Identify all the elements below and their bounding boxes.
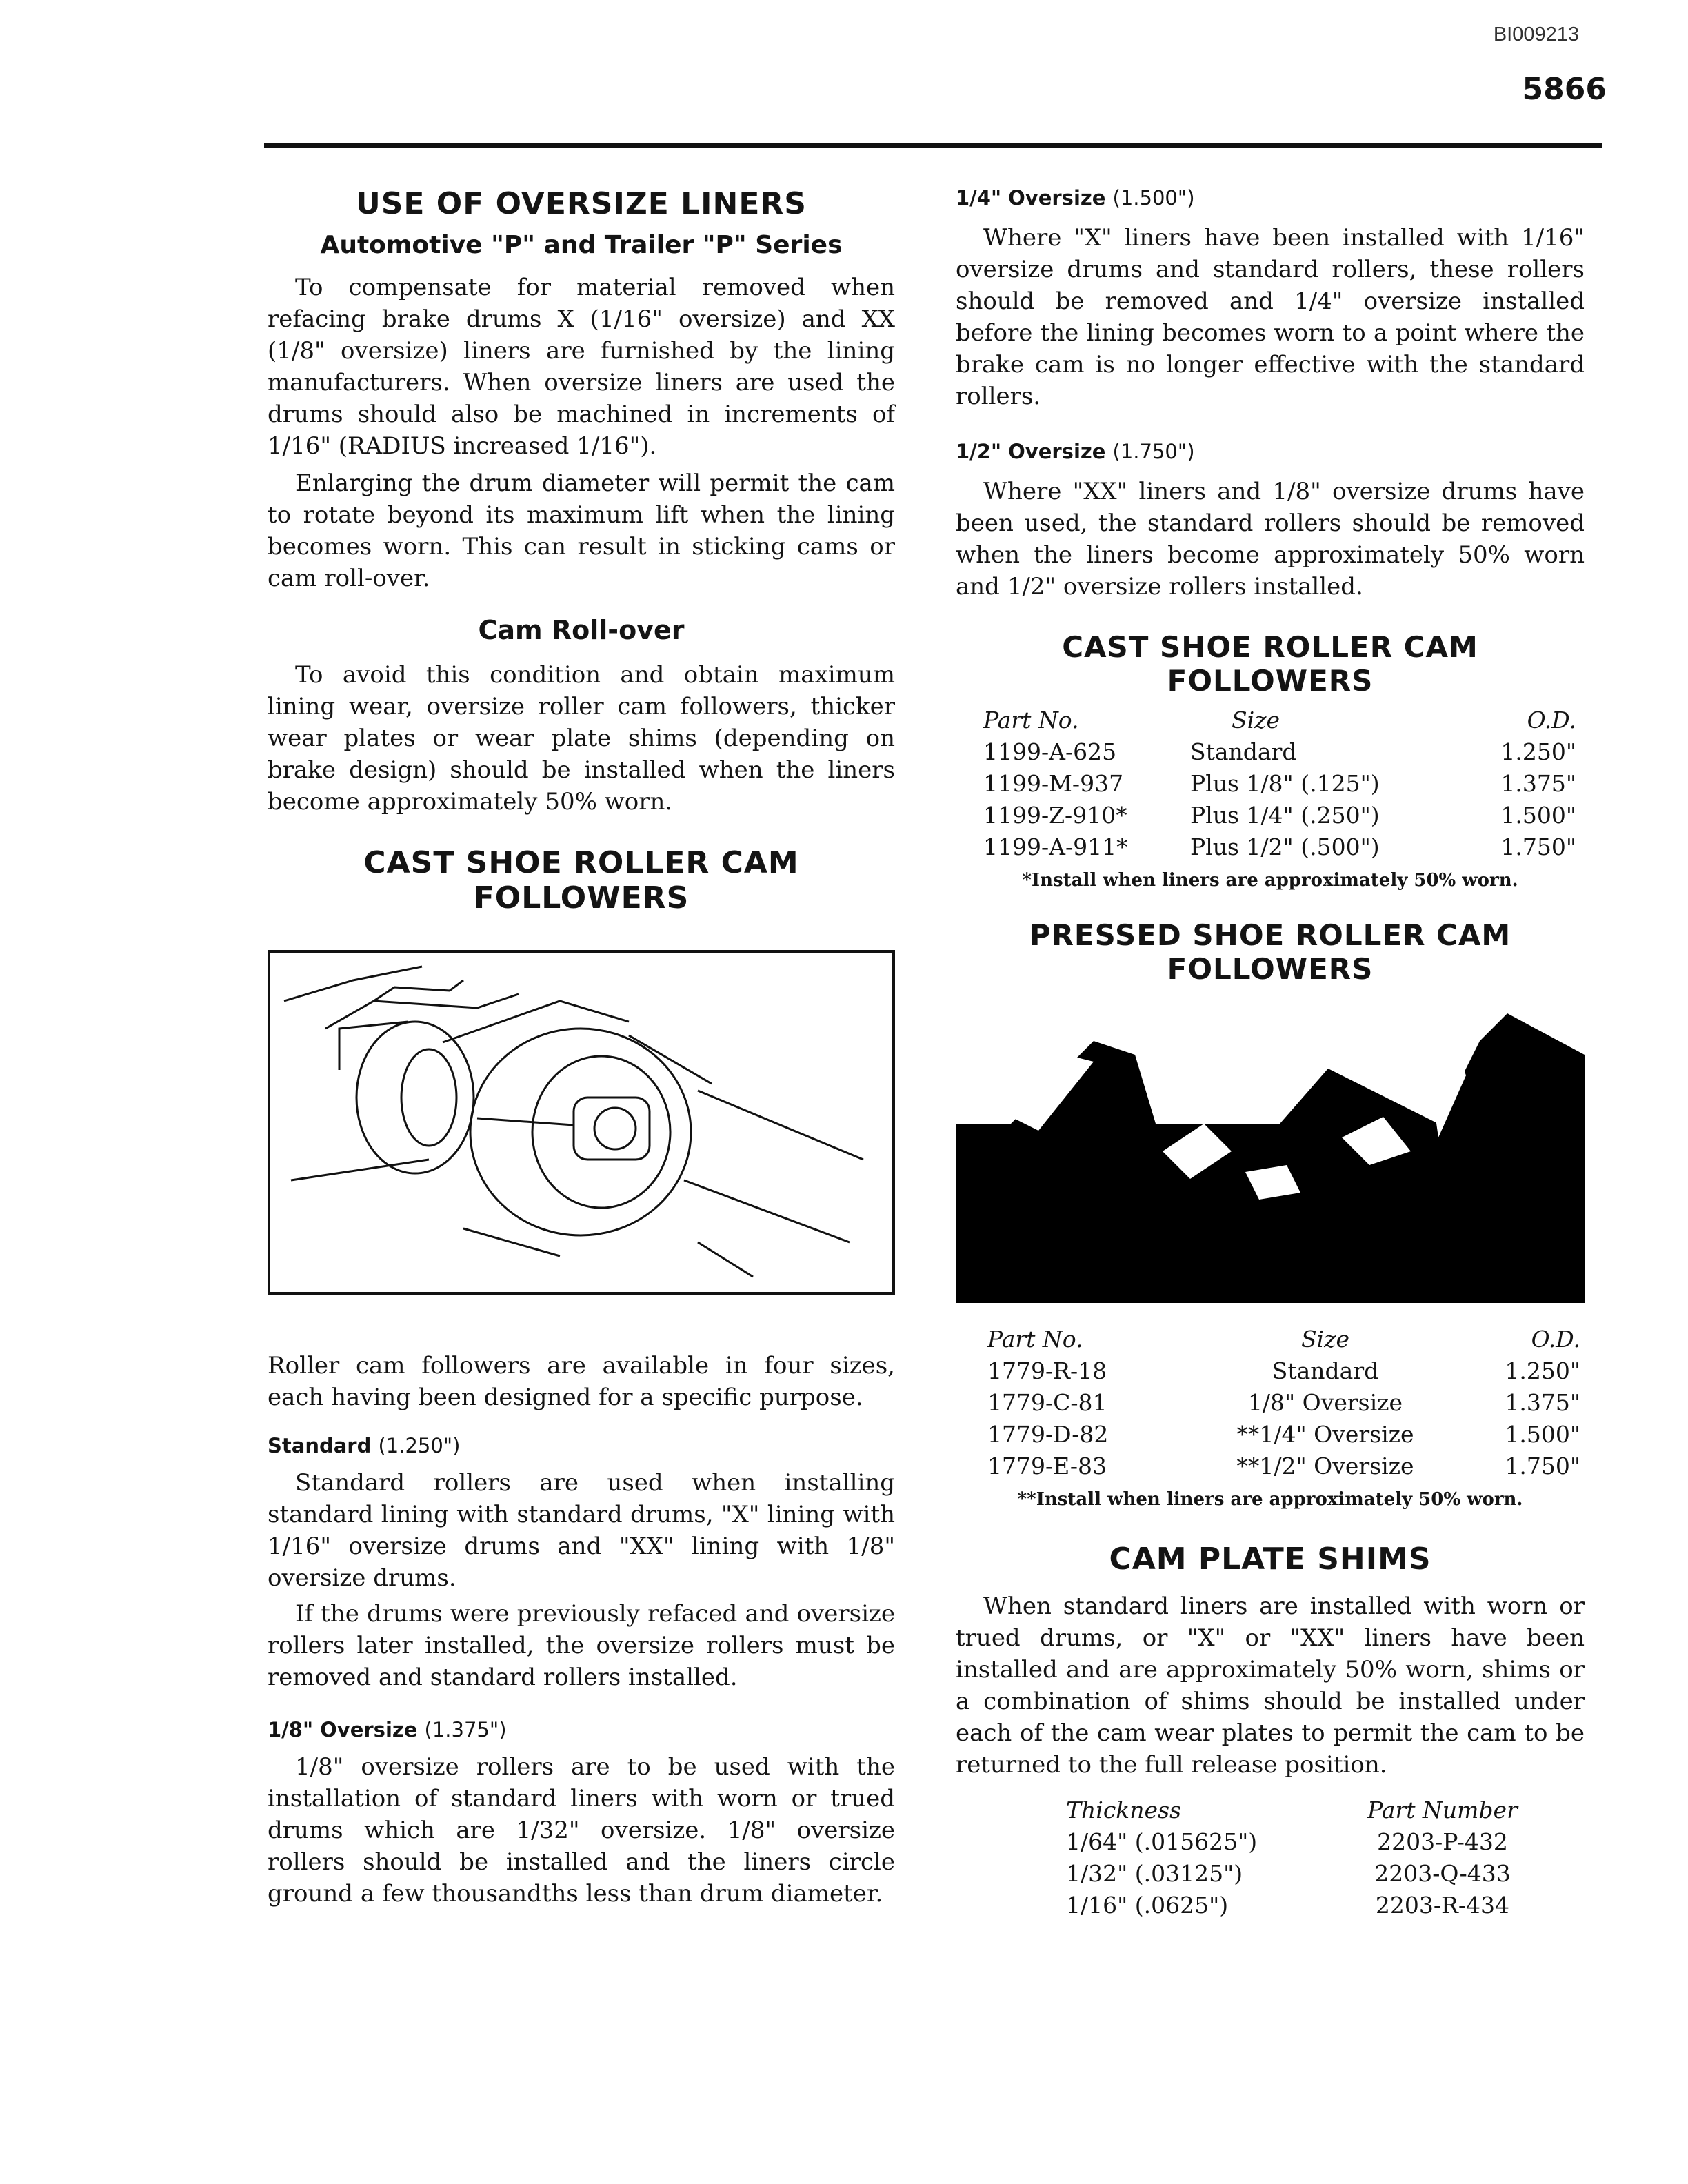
table-row bbox=[1066, 1858, 1549, 1890]
eighth-oversize-heading bbox=[268, 1718, 895, 1741]
cast-table-heading: CAST SHOE ROLLER CAM FOLLOWERS bbox=[1062, 630, 1478, 698]
column-header: O.D. bbox=[1531, 1326, 1580, 1353]
eighth-oversize-paragraph: 1/8" oversize rollers are to be used with the installation of standard liners with worn or trued drums which are 1/32" oversize. 1/8" oversize rollers should be installed and the liners circle ground a few thousandths less than drum diameter. bbox=[268, 1753, 895, 1908]
column-header: Part Number bbox=[1367, 1797, 1518, 1823]
table-cell: 2203-Q-433 bbox=[1374, 1860, 1511, 1887]
table-cell: 1199-A-911* bbox=[983, 833, 1128, 860]
table-cell: 1779-C-81 bbox=[987, 1389, 1107, 1416]
quarter-oversize-heading-label: 1/4" Oversize bbox=[956, 186, 1106, 210]
table-cell: 1.250" bbox=[1505, 1357, 1580, 1384]
intro-paragraph-2: Enlarging the drum diameter will permit the cam to rotate beyond its maximum lift when the lining becomes worn. This can result in sticking cams or cam roll-over. bbox=[268, 469, 895, 592]
table-cell: 1.375" bbox=[1505, 1389, 1580, 1416]
pressed-shoe-roller-photo bbox=[956, 1013, 1585, 1303]
table-row bbox=[983, 768, 1576, 800]
cam-follower-photo bbox=[956, 1013, 1585, 1303]
table-cell: 1.250" bbox=[1500, 738, 1576, 765]
column-header: Thickness bbox=[1066, 1797, 1181, 1823]
cam-rollover-heading: Cam Roll-over bbox=[478, 615, 685, 645]
pressed-shoe-heading: PRESSED SHOE ROLLER CAM FOLLOWERS bbox=[1029, 918, 1511, 986]
table-cell: 1.500" bbox=[1505, 1421, 1580, 1448]
pressed-shoe-parts-table bbox=[987, 1324, 1580, 1482]
page-title: USE OF OVERSIZE LINERS bbox=[356, 186, 807, 221]
table-row bbox=[987, 1450, 1580, 1482]
table-cell: 1.750" bbox=[1500, 833, 1576, 860]
table-cell: 1.375" bbox=[1500, 770, 1576, 797]
standard-heading bbox=[268, 1434, 895, 1457]
cast-shoe-parts-table bbox=[983, 705, 1576, 863]
table-cell: 2203-R-434 bbox=[1375, 1892, 1510, 1919]
table-row bbox=[987, 1387, 1580, 1419]
table-row bbox=[1066, 1826, 1549, 1858]
standard-paragraph-2: If the drums were previously refaced and oversize rollers later installed, the oversize rollers must be removed and standard rollers installed. bbox=[268, 1600, 895, 1691]
table-row bbox=[983, 736, 1576, 768]
column-header: O.D. bbox=[1527, 707, 1576, 734]
table-header-row bbox=[983, 705, 1576, 736]
table-cell: Standard bbox=[1272, 1357, 1379, 1384]
column-header: Size bbox=[1232, 707, 1280, 734]
cast-shoe-heading: CAST SHOE ROLLER CAM FOLLOWERS bbox=[363, 845, 799, 916]
page-number: 5866 bbox=[1522, 72, 1607, 107]
table-cell: Plus 1/2" (.500") bbox=[1190, 833, 1380, 860]
table-cell: 1/64" (.015625") bbox=[1066, 1828, 1258, 1855]
eighth-oversize-heading-size: (1.375") bbox=[424, 1718, 507, 1741]
cam-follower-drawing bbox=[270, 953, 892, 1292]
table-cell: 1.750" bbox=[1505, 1453, 1580, 1479]
header-rule bbox=[264, 143, 1602, 148]
cast-table-footnote: *Install when liners are approximately 50% worn. bbox=[1022, 870, 1518, 891]
table-cell: Plus 1/8" (.125") bbox=[1190, 770, 1380, 797]
table-header-row bbox=[1066, 1794, 1549, 1826]
table-cell: 2203-P-432 bbox=[1377, 1828, 1508, 1855]
table-cell: 1199-M-937 bbox=[983, 770, 1124, 797]
table-header-row bbox=[987, 1324, 1580, 1355]
table-cell: 1779-R-18 bbox=[987, 1357, 1107, 1384]
table-cell: **1/4" Oversize bbox=[1236, 1421, 1414, 1448]
table-cell: Plus 1/4" (.250") bbox=[1190, 802, 1380, 829]
table-cell: 1199-Z-910* bbox=[983, 802, 1127, 829]
table-cell: 1/8" Oversize bbox=[1247, 1389, 1403, 1416]
cast-shoe-roller-illustration bbox=[268, 950, 895, 1295]
half-oversize-heading-label: 1/2" Oversize bbox=[956, 440, 1106, 463]
right-column bbox=[956, 186, 1585, 1921]
table-cell: 1.500" bbox=[1500, 802, 1576, 829]
standard-heading-size: (1.250") bbox=[378, 1434, 461, 1457]
document-id: BI009213 bbox=[1493, 23, 1579, 46]
table-row bbox=[987, 1419, 1580, 1450]
table-cell: 1/32" (.03125") bbox=[1066, 1860, 1243, 1887]
sizes-intro-paragraph: Roller cam followers are available in four sizes, each having been designed for a specific purpose. bbox=[268, 1352, 895, 1411]
half-oversize-heading bbox=[956, 440, 1585, 463]
table-cell: 1199-A-625 bbox=[983, 738, 1117, 765]
table-row bbox=[1066, 1890, 1549, 1921]
quarter-oversize-heading-size: (1.500") bbox=[1112, 186, 1195, 210]
table-cell: 1/16" (.0625") bbox=[1066, 1892, 1229, 1919]
standard-heading-label: Standard bbox=[268, 1434, 372, 1457]
table-cell: Standard bbox=[1190, 738, 1297, 765]
table-row bbox=[983, 800, 1576, 831]
cam-rollover-paragraph: To avoid this condition and obtain maximum lining wear, oversize roller cam followers, thicker wear plates or wear plate shims (depending on brake design) should be installed when the liners become approximately 50% worn. bbox=[268, 661, 895, 816]
half-oversize-heading-size: (1.750") bbox=[1112, 440, 1195, 463]
quarter-oversize-heading bbox=[956, 186, 1585, 210]
table-row bbox=[983, 831, 1576, 863]
column-header: Part No. bbox=[987, 1326, 1083, 1353]
left-column bbox=[268, 186, 895, 1910]
standard-paragraph-1: Standard rollers are used when installing standard lining with standard drums, "X" lining with 1/16" oversize drums and "XX" lining with 1/8" oversize drums. bbox=[268, 1469, 895, 1592]
cam-plate-shims-paragraph: When standard liners are installed with worn or trued drums, or "X" or "XX" liners have been installed and are approximately 50% worn, shims or a combination of shims should be installed under each of the cam wear plates to permit the cam to be returned to the full release position. bbox=[956, 1593, 1585, 1779]
cam-plate-shims-heading: CAM PLATE SHIMS bbox=[1109, 1541, 1431, 1577]
table-cell: 1779-D-82 bbox=[987, 1421, 1109, 1448]
table-cell: **1/2" Oversize bbox=[1236, 1453, 1414, 1479]
intro-paragraph-1: To compensate for material removed when refacing brake drums X (1/16" oversize) and XX (1/8" oversize) liners are furnished by the lining manufacturers. When oversize liners are used the drums should also be machined in increments of 1/16" (RADIUS increased 1/16"). bbox=[268, 274, 895, 460]
column-header: Part No. bbox=[983, 707, 1079, 734]
eighth-oversize-heading-label: 1/8" Oversize bbox=[268, 1718, 418, 1741]
column-header: Size bbox=[1300, 1326, 1350, 1353]
pressed-table-footnote: **Install when liners are approximately 50% worn. bbox=[1017, 1489, 1523, 1510]
quarter-oversize-paragraph: Where "X" liners have been installed with 1/16" oversize drums and standard rollers, these rollers should be removed and 1/4" oversize installed before the lining becomes worn to a point where the brake cam is no longer effective with the standard rollers. bbox=[956, 224, 1585, 410]
shims-table bbox=[1066, 1794, 1549, 1921]
table-cell: 1779-E-83 bbox=[987, 1453, 1107, 1479]
page-subtitle: Automotive "P" and Trailer "P" Series bbox=[320, 231, 843, 259]
half-oversize-paragraph: Where "XX" liners and 1/8" oversize drums have been used, the standard rollers should be removed when the liners become approximately 50% worn and 1/2" oversize rollers installed. bbox=[956, 478, 1585, 600]
table-row bbox=[987, 1355, 1580, 1387]
